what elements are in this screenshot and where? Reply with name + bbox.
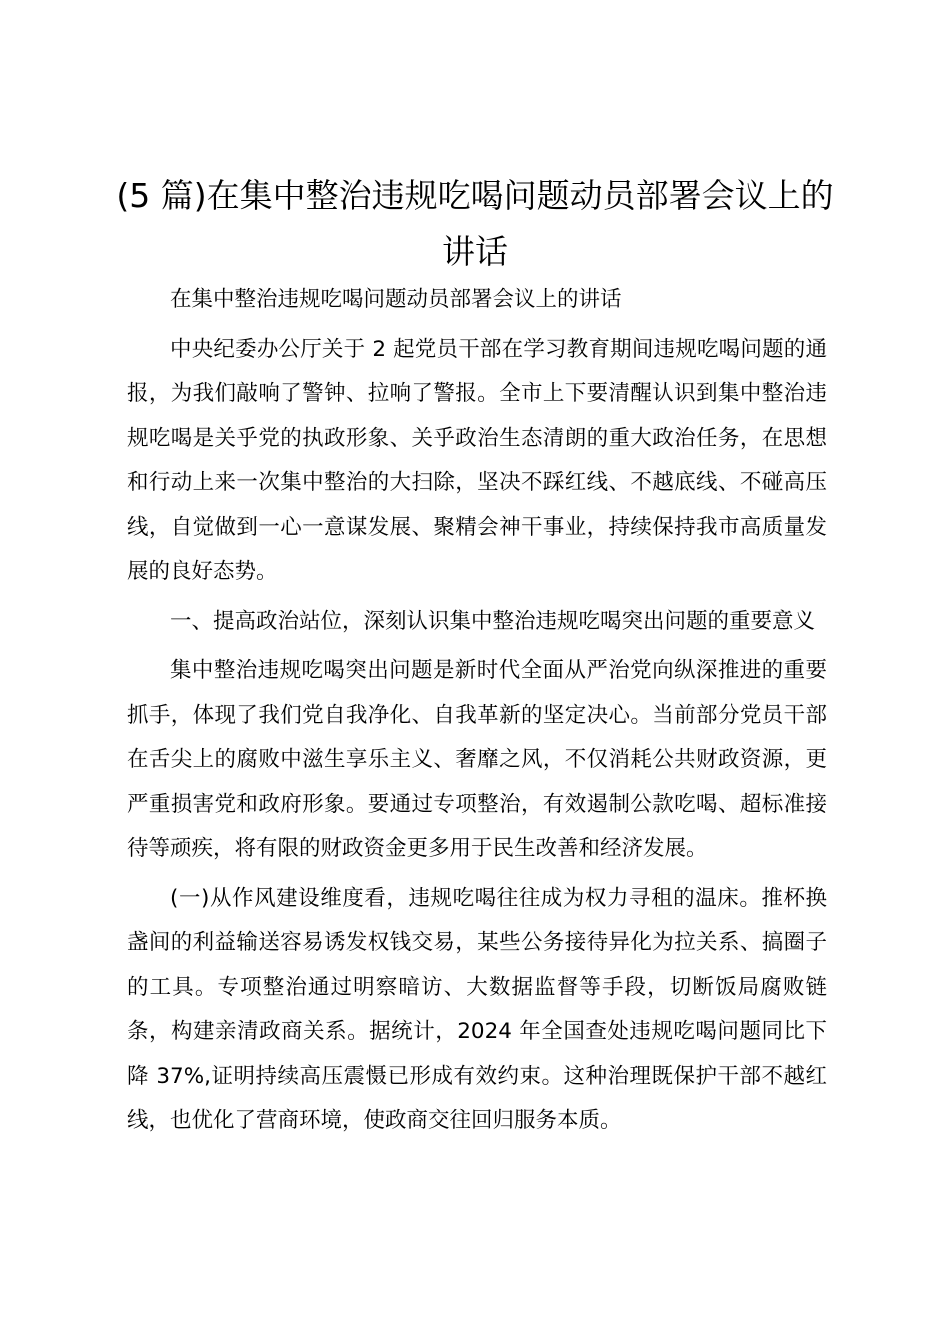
- body-paragraph: (一)从作风建设维度看，违规吃喝往往成为权力寻租的温床。推杯换盏间的利益输送容易诱发权钱交易，某些公务接待异化为拉关系、搞圈子的工具。专项整治通过明察暗访、大数据监督等手段，切断饭局腐败链条，构建亲清政商关系。据统计，2024 年全国查处违规吃喝问题同比下降 37%,证明持续高压震慑已形成有效约束。这种治理既保护干部不越红线，也优化了营商环境，使政商交往回归服务本质。: [127, 885, 827, 1133]
- document-title: (5 篇)在集中整治违规吃喝问题动员部署会议上的讲话: [116, 176, 834, 271]
- section-heading: 一、提高政治站位，深刻认识集中整治违规吃喝突出问题的重要意义: [170, 608, 816, 634]
- document-body: [127, 278, 827, 1144]
- body-paragraph: 中央纪委办公厅关于 2 起党员干部在学习教育期间违规吃喝问题的通报，为我们敲响了警钟、拉响了警报。全市上下要清醒认识到集中整治违规吃喝是关乎党的执政形象、关乎政治生态清朗的重大政治任务，在思想和行动上来一次集中整治的大扫除，坚决不踩红线、不越底线、不碰高压线，自觉做到一心一意谋发展、聚精会神干事业，持续保持我市高质量发展的良好态势。: [127, 336, 827, 584]
- body-paragraph: 集中整治违规吃喝突出问题是新时代全面从严治党向纵深推进的重要抓手，体现了我们党自我净化、自我革新的坚定决心。当前部分党员干部在舌尖上的腐败中滋生享乐主义、奢靡之风，不仅消耗公共财政资源，更严重损害党和政府形象。要通过专项整治，有效遏制公款吃喝、超标准接待等顽疾，将有限的财政资金更多用于民生改善和经济发展。: [127, 658, 827, 861]
- subtitle-paragraph: 在集中整治违规吃喝问题动员部署会议上的讲话: [170, 287, 622, 312]
